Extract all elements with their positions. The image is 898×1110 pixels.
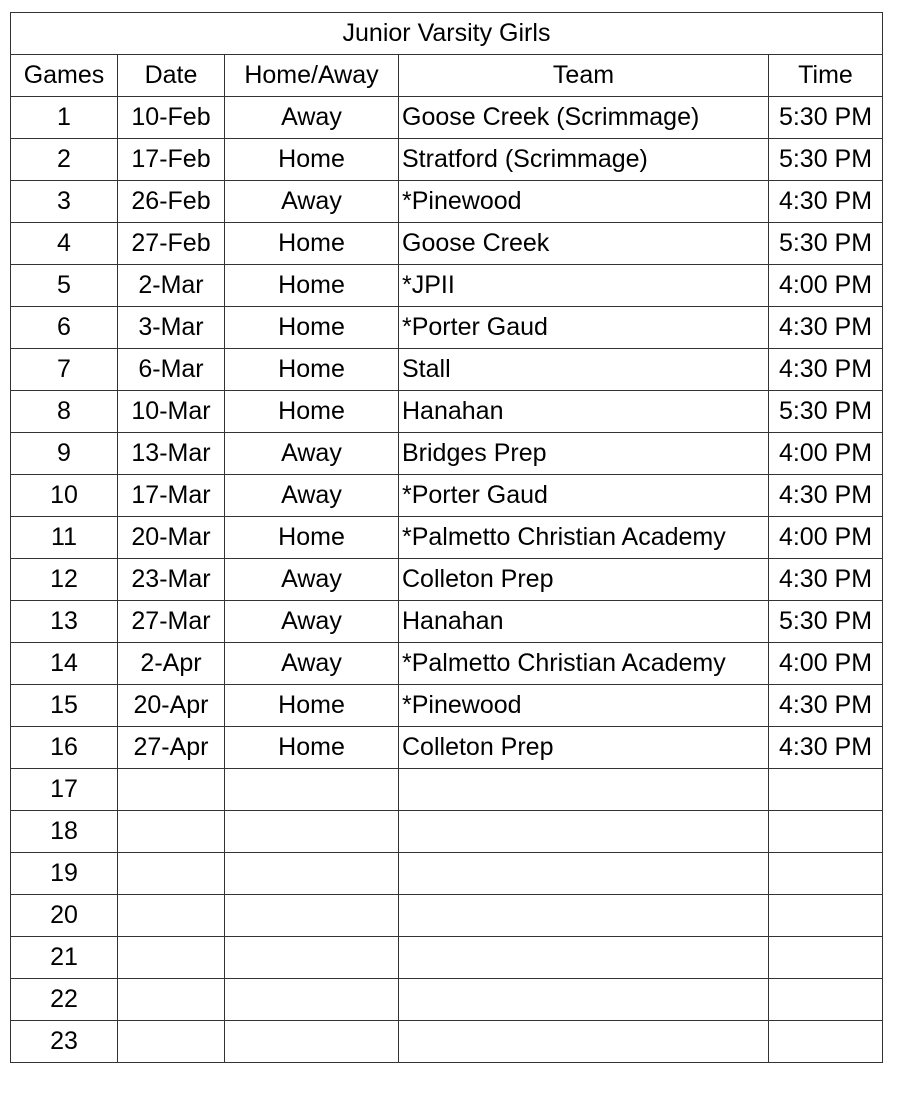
cell-team [399,937,769,979]
cell-time [769,853,883,895]
cell-game: 22 [11,979,118,1021]
cell-date: 20-Mar [118,517,225,559]
cell-time [769,769,883,811]
cell-time: 5:30 PM [769,601,883,643]
cell-game: 8 [11,391,118,433]
cell-date: 10-Feb [118,97,225,139]
cell-home-away: Away [225,643,399,685]
table-row [11,181,883,223]
cell-home-away [225,979,399,1021]
cell-date: 2-Mar [118,265,225,307]
cell-game: 11 [11,517,118,559]
cell-team [399,979,769,1021]
cell-game: 19 [11,853,118,895]
table-row [11,685,883,727]
cell-home-away [225,895,399,937]
cell-game: 21 [11,937,118,979]
table-row [11,97,883,139]
cell-date [118,769,225,811]
cell-date: 6-Mar [118,349,225,391]
header-team: Team [399,55,769,97]
cell-date [118,811,225,853]
table-row [11,769,883,811]
cell-team [399,895,769,937]
cell-home-away: Home [225,685,399,727]
cell-game: 15 [11,685,118,727]
table-row [11,307,883,349]
cell-game: 2 [11,139,118,181]
cell-team: Hanahan [399,391,769,433]
cell-time: 4:00 PM [769,433,883,475]
cell-home-away: Away [225,433,399,475]
cell-time: 4:30 PM [769,307,883,349]
cell-game: 23 [11,1021,118,1063]
cell-team [399,853,769,895]
cell-date: 26-Feb [118,181,225,223]
cell-team [399,769,769,811]
cell-team: Stratford (Scrimmage) [399,139,769,181]
table-row [11,937,883,979]
table-row [11,139,883,181]
table-row [11,811,883,853]
cell-team: *Pinewood [399,181,769,223]
cell-time [769,937,883,979]
cell-team: *Pinewood [399,685,769,727]
table-row [11,853,883,895]
cell-game: 17 [11,769,118,811]
table-row [11,433,883,475]
cell-home-away: Home [225,391,399,433]
table-row [11,265,883,307]
table-row [11,895,883,937]
cell-team: Bridges Prep [399,433,769,475]
cell-home-away: Home [225,349,399,391]
cell-game: 16 [11,727,118,769]
header-date: Date [118,55,225,97]
cell-game: 7 [11,349,118,391]
cell-date: 27-Apr [118,727,225,769]
cell-date: 17-Mar [118,475,225,517]
table-row [11,979,883,1021]
cell-home-away: Home [225,139,399,181]
cell-date [118,937,225,979]
cell-team [399,1021,769,1063]
cell-date [118,979,225,1021]
table-row [11,391,883,433]
cell-team: Goose Creek [399,223,769,265]
cell-time: 4:30 PM [769,349,883,391]
cell-home-away: Away [225,181,399,223]
cell-game: 6 [11,307,118,349]
cell-home-away: Home [225,517,399,559]
cell-team: Hanahan [399,601,769,643]
cell-game: 18 [11,811,118,853]
cell-time: 5:30 PM [769,391,883,433]
cell-date: 20-Apr [118,685,225,727]
cell-game: 3 [11,181,118,223]
cell-date [118,1021,225,1063]
table-row [11,601,883,643]
cell-team [399,811,769,853]
header-home-away: Home/Away [225,55,399,97]
cell-game: 14 [11,643,118,685]
cell-date: 17-Feb [118,139,225,181]
cell-team: Stall [399,349,769,391]
cell-game: 12 [11,559,118,601]
table-row [11,223,883,265]
title-row [11,13,883,55]
cell-date [118,895,225,937]
table-row [11,643,883,685]
cell-home-away [225,853,399,895]
cell-home-away: Away [225,601,399,643]
cell-date [118,853,225,895]
cell-home-away [225,1021,399,1063]
cell-time [769,979,883,1021]
table-row [11,559,883,601]
cell-time: 4:30 PM [769,685,883,727]
table-row [11,475,883,517]
cell-game: 9 [11,433,118,475]
schedule-table [10,12,883,1063]
table-title: Junior Varsity Girls [11,13,883,55]
cell-team: *Porter Gaud [399,307,769,349]
cell-date: 27-Feb [118,223,225,265]
table-row [11,1021,883,1063]
table-row [11,727,883,769]
cell-time: 4:30 PM [769,559,883,601]
cell-time: 5:30 PM [769,223,883,265]
cell-home-away: Home [225,265,399,307]
cell-team: Colleton Prep [399,727,769,769]
cell-home-away [225,769,399,811]
cell-team: Colleton Prep [399,559,769,601]
cell-date: 27-Mar [118,601,225,643]
cell-time [769,895,883,937]
cell-time: 4:30 PM [769,727,883,769]
cell-game: 20 [11,895,118,937]
cell-home-away: Home [225,727,399,769]
cell-team: Goose Creek (Scrimmage) [399,97,769,139]
cell-date: 10-Mar [118,391,225,433]
cell-time: 4:30 PM [769,181,883,223]
cell-date: 2-Apr [118,643,225,685]
cell-home-away [225,937,399,979]
cell-date: 13-Mar [118,433,225,475]
cell-time: 5:30 PM [769,139,883,181]
cell-game: 10 [11,475,118,517]
cell-time: 4:00 PM [769,643,883,685]
cell-date: 23-Mar [118,559,225,601]
schedule-body [11,97,883,1063]
cell-time [769,1021,883,1063]
cell-time: 4:00 PM [769,517,883,559]
cell-team: *Porter Gaud [399,475,769,517]
header-row [11,55,883,97]
cell-home-away: Away [225,475,399,517]
cell-team: *Palmetto Christian Academy [399,643,769,685]
cell-time: 4:00 PM [769,265,883,307]
cell-time: 5:30 PM [769,97,883,139]
cell-game: 1 [11,97,118,139]
header-games: Games [11,55,118,97]
cell-date: 3-Mar [118,307,225,349]
cell-game: 5 [11,265,118,307]
header-time: Time [769,55,883,97]
cell-home-away: Home [225,223,399,265]
table-row [11,517,883,559]
table-row [11,349,883,391]
cell-home-away [225,811,399,853]
cell-game: 4 [11,223,118,265]
cell-game: 13 [11,601,118,643]
cell-team: *JPII [399,265,769,307]
cell-home-away: Away [225,559,399,601]
cell-home-away: Away [225,97,399,139]
cell-time [769,811,883,853]
cell-time: 4:30 PM [769,475,883,517]
cell-team: *Palmetto Christian Academy [399,517,769,559]
cell-home-away: Home [225,307,399,349]
